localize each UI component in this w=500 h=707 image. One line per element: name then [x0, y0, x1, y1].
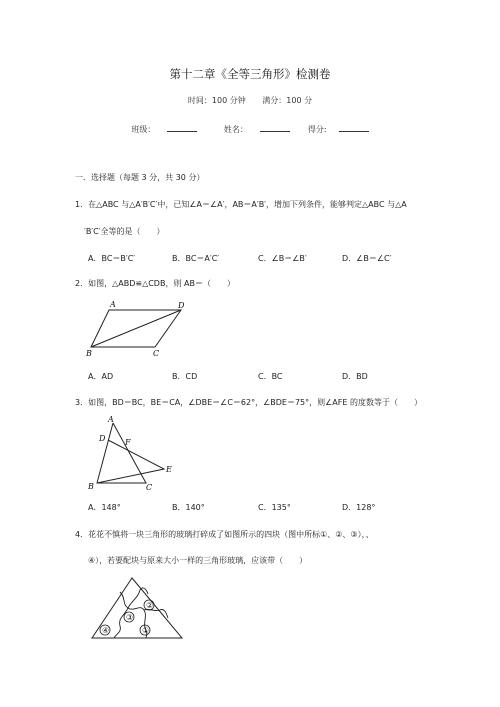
piece-1-label: ①	[142, 626, 150, 635]
grade-blank[interactable]	[339, 122, 369, 132]
q2-label-b: B	[86, 349, 92, 358]
class-label: 班级：	[131, 125, 156, 134]
q1-option-d[interactable]: D．∠B＝∠C′	[342, 254, 392, 263]
piece-4-label: ④	[102, 626, 110, 635]
q3-option-a[interactable]: A．148°	[88, 503, 121, 512]
crack-line-4	[128, 588, 148, 608]
exam-meta	[0, 95, 500, 106]
q2-option-c[interactable]: C．BC	[258, 372, 283, 381]
q2-option-a[interactable]: A．AD	[88, 372, 114, 381]
class-blank[interactable]	[167, 122, 197, 132]
q4-stem-line2: ④），若要配块与原来大小一样的三角形玻璃，应该带（ ）	[88, 556, 308, 565]
q2-option-b[interactable]: B．CD	[172, 372, 198, 381]
q2-option-d[interactable]: D．BD	[342, 372, 368, 381]
q2-label-d: D	[178, 301, 185, 310]
q1-stem-line2: ′B′C′全等的是（ ）	[84, 227, 165, 236]
grade-field[interactable]	[302, 125, 375, 134]
q1-option-a[interactable]: A．BC＝B′C′	[88, 254, 136, 263]
q1-option-b[interactable]: B．BC＝A′C′	[172, 254, 220, 263]
q3-label-c: C	[146, 483, 153, 492]
name-field[interactable]	[218, 125, 296, 134]
q4-broken-glass-figure	[88, 574, 194, 642]
q3-option-b[interactable]: B．140°	[172, 503, 205, 512]
student-info	[0, 122, 500, 135]
q2-label-a: A	[110, 300, 116, 309]
piece-2-label: ②	[146, 601, 154, 610]
name-blank[interactable]	[260, 122, 290, 132]
section-heading: 一．选择题（每题 3 分，共 30 分）	[75, 173, 205, 182]
q3-label-f: F	[125, 438, 131, 447]
exam-time: 时间：100 分钟	[187, 96, 246, 105]
piece-3-label: ③	[126, 613, 134, 622]
q1-stem-line1: 1．在△ABC 与△A′B′C′中，已知∠A＝∠A′，AB＝A′B′，增加下列条件，能够判定△ABC 与△A	[75, 200, 407, 209]
q3-option-d[interactable]: D．128°	[342, 503, 376, 512]
q3-option-c[interactable]: C．135°	[258, 503, 291, 512]
q3-triangle-figure	[82, 414, 182, 494]
name-label: 姓名：	[223, 125, 248, 134]
q2-label-c: C	[153, 349, 160, 358]
q1-option-c[interactable]: C．∠B＝∠B′	[258, 254, 307, 263]
q4-stem-line1: 4．花花不慎将一块三角形的玻璃打碎成了如图所示的四块（图中所标①、②、③），、	[75, 530, 374, 539]
class-field[interactable]	[125, 125, 203, 134]
q3-label-a: A	[108, 415, 114, 424]
grade-label: 得分:	[307, 125, 327, 134]
q3-label-d: D	[99, 434, 106, 443]
q3-label-b: B	[88, 482, 94, 491]
page-title: 第十二章《全等三角形》检测卷	[169, 67, 331, 81]
q3-stem: 3．如图，BD＝BC，BE＝CA，∠DBE＝∠C＝62°，∠BDE＝75°，则∠AFE 的度数等于（ ）	[75, 398, 422, 407]
q2-parallelogram-figure	[83, 298, 198, 360]
q2-stem: 2．如图，△ABD≌△CDB，则 AB＝（ ）	[75, 279, 235, 288]
q3-label-e: E	[166, 465, 172, 474]
exam-full-score: 满分：100 分	[262, 96, 313, 105]
